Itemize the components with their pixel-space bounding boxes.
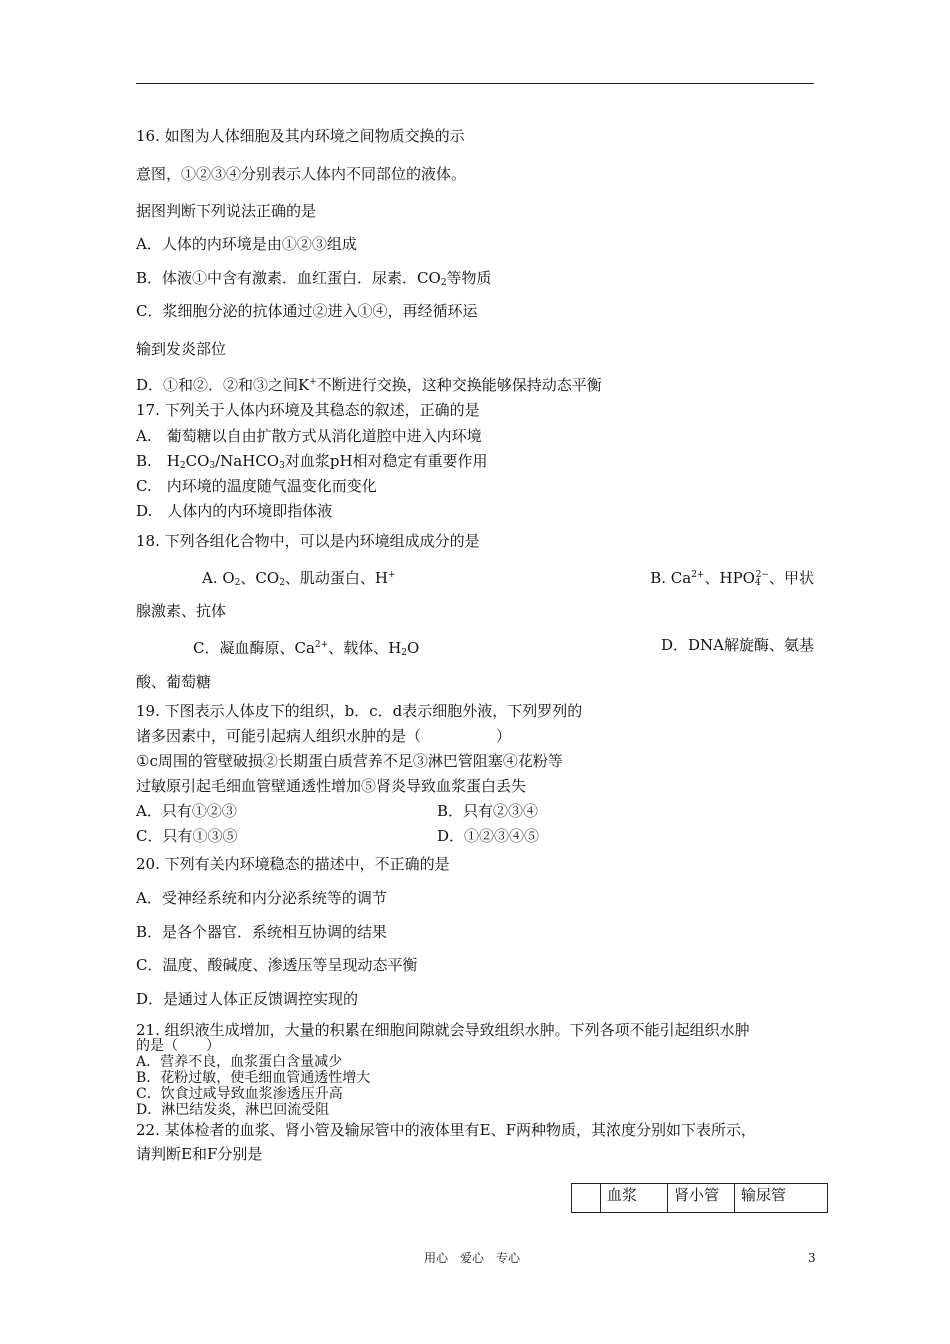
q16-option-a: A．人体的内环境是由①②③组成 (136, 235, 357, 253)
q19-option-c: C．只有①③⑤ (136, 827, 238, 845)
q16-stem-line1: 16. 如图为人体细胞及其内环境之间物质交换的示 (136, 127, 465, 145)
q19-option-d: D．①②③④⑤ (437, 827, 540, 845)
q21-option-d: D．淋巴结发炎，淋巴回流受阻 (136, 1102, 330, 1118)
q20-option-c: C．温度、酸碱度、渗透压等呈现动态平衡 (136, 956, 418, 974)
q20-option-a: A．受神经系统和内分泌系统等的调节 (136, 889, 387, 907)
q19-option-b: B．只有②③④ (437, 802, 539, 820)
q21-option-c: C．饮食过咸导致血浆渗透压升高 (136, 1086, 343, 1102)
q18-option-c: C．凝血酶原、$Ca^{2+}$、载体、$H_2O$ (193, 639, 420, 658)
q22-stem-line2: 请判断E和F分别是 (136, 1145, 263, 1163)
q17-option-a: A. 葡萄糖以自由扩散方式从消化道腔中进入内环境 (136, 427, 482, 445)
q20-option-d: D．是通过人体正反馈调控实现的 (136, 990, 359, 1008)
q21-option-b: B．花粉过敏，使毛细血管通透性增大 (136, 1070, 371, 1086)
q19-stem-line2: 诸多因素中，可能引起病人组织水肿的是（ ） (136, 727, 512, 745)
q20-option-b: B．是各个器官．系统相互协调的结果 (136, 923, 388, 941)
q16-option-b: B．体液①中含有激素．血红蛋白．尿素．$CO_2$等物质 (136, 269, 492, 288)
q18-option-d: D．DNA解旋酶、氨基 (660, 636, 814, 654)
table-header-cell: 输尿管 (735, 1184, 828, 1213)
q16-option-c-line2: 输到发炎部位 (136, 340, 227, 358)
q18-option-b-continued: 腺激素、抗体 (136, 602, 227, 620)
page-number: 3 (808, 1251, 816, 1265)
q19-factors-line1: ①c周围的管壁破损②长期蛋白质营养不足③淋巴管阻塞④花粉等 (136, 752, 563, 770)
q18-stem: 18. 下列各组化合物中，可以是内环境组成成分的是 (136, 532, 480, 550)
table-header-cell: 血浆 (601, 1184, 668, 1213)
q21-stem-line1: 21. 组织液生成增加，大量的积累在细胞间隙就会导致组织水肿。下列各项不能引起组织水肿 (136, 1021, 750, 1039)
q18-option-d-continued: 酸、葡萄糖 (136, 673, 212, 691)
q16-option-d: D．①和②．②和③之间K+不断进行交换，这种交换能够保持动态平衡 (136, 376, 602, 394)
footer-motto: 用心 爱心 专心 (424, 1251, 521, 1265)
q18-option-b: B. $Ca^{2+}$、$HPO_4^{2-}$、甲状 (650, 569, 814, 588)
q22-stem-line1: 22. 某体检者的血浆、肾小管及输尿管中的液体里有E、F两种物质，其浓度分别如下表所示， (136, 1121, 756, 1139)
q21-option-a: A．营养不良，血浆蛋白含量减少 (136, 1054, 343, 1070)
q19-stem-line1: 19. 下图表示人体皮下的组织，b．c．d表示细胞外液，下列罗列的 (136, 702, 583, 720)
q19-factors-line2: 过敏原引起毛细血管壁通透性增加⑤肾炎导致血浆蛋白丢失 (136, 777, 527, 795)
q21-stem-line2: 的是（ ） (136, 1038, 220, 1054)
q17-option-c: C. 内环境的温度随气温变化而变化 (136, 477, 377, 495)
q17-stem: 17. 下列关于人体内环境及其稳态的叙述，正确的是 (136, 401, 480, 419)
q20-stem: 20. 下列有关内环境稳态的描述中，不正确的是 (136, 855, 450, 873)
q16-stem-line2: 意图，①②③④分别表示人体内不同部位的液体。 (136, 165, 467, 183)
header-rule (136, 83, 814, 84)
q18-option-a: A. $O_2$、$CO_2$、肌动蛋白、H+ (202, 569, 396, 588)
q16-stem-line3: 据图判断下列说法正确的是 (136, 202, 317, 220)
table-header-cell: 肾小管 (668, 1184, 735, 1213)
concentration-table (571, 1183, 828, 1213)
q16-option-c-line1: C．浆细胞分泌的抗体通过②进入①④，再经循环运 (136, 302, 478, 320)
q17-option-b: B. $H_2CO_3/NaHCO_3$对血浆pH相对稳定有重要作用 (136, 452, 488, 471)
q17-option-d: D. 人体内的内环境即指体液 (136, 502, 333, 520)
table-header-row (572, 1184, 828, 1213)
q19-option-a: A．只有①②③ (136, 802, 237, 820)
table-header-cell (572, 1184, 601, 1213)
